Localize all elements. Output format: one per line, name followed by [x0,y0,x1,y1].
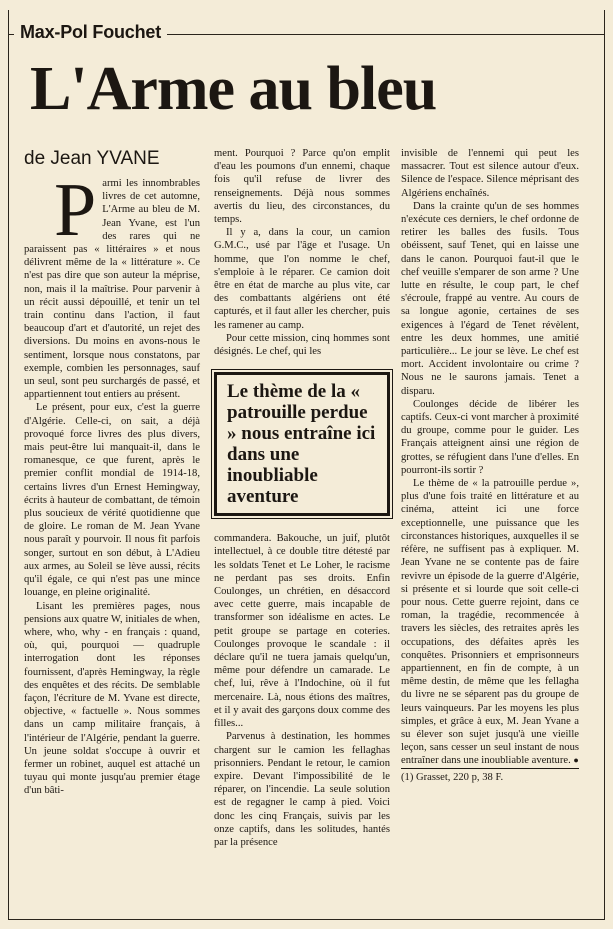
column-1 [24,147,200,798]
paragraph [401,477,579,767]
pull-quote: Le thème de la « patrouille perdue » nous entraîne ici dans une inoubliable aventure [214,372,390,516]
byline: de Jean YVANE [24,148,160,169]
author-name: Max-Pol Fouchet [14,22,167,43]
paragraph: Parvenus à destination, les hommes chargent sur le camion les fellaghas prisonniers. Pendant le retour, le camion expire. Devant l'impossibilité de le réparer, on l'incendie. La seule solution est de regagner le camp à pied. Voici donc les cinq Français, suivis par les onze captifs, dans les solitudes, hantés par la présence [214,731,390,848]
paragraph: commandera. Bakouche, un juif, plutôt intellectuel, à ce double titre détesté par les soldats Tenet et Le Loher, le racisme ne perdant pas ses droits. Enfin Coulonges, un chrétien, en désaccord avec cette guerre, mais incapable de transformer son idéalisme en actes. Le petit groupe se partage en coteries. Coulonges provoque le scandale : il déclare qu'il ne tuera jamais quelqu'un, même pour défendre un camarade. Le chef, lui, rêve à l'Indochine, où il fut mercenaire. Là, nous étions des maîtres, et il y avait des garçons doux comme des filles... [214,533,390,730]
footnote: (1) Grasset, 220 p, 38 F. [401,768,579,784]
drop-cap: P [54,168,97,252]
paragraph: invisible de l'ennemi qui peut les massacrer. Tout est silence autour d'eux. Silence de l'espace. Silence méprisant des Algériens enchaînés. [401,148,579,199]
column-2 [214,147,390,849]
paragraph: Pour cette mission, cinq hommes sont désignés. Le chef, qui les [214,332,390,358]
paragraph: ment. Pourquoi ? Parce qu'on emplit d'eau les poumons d'un ennemi, chaque fois qu'il refuse de livrer des renseignements. Déjà nous sommes avertis du lieu, des circonstances, du temps. [214,148,390,226]
paragraph: Dans la crainte qu'un de ses hommes n'exécute ces derniers, le chef ordonne de retirer les balles des fusils. Tous obéissent, sauf Tenet, qui en laisse une dans le canon. Pourquoi faut-il que le chef veuille s'emparer de son arme ? Une lutte en résulte, le coup part, le chef s'écroule, frappé au ventre. Au cours de sa longue agonie, certaines de ses exigences à l'égard de Tenet révèlent, entre les deux hommes, une amitié particulière... Le jour se lève. Le chef est mort. Accident involontaire ou crime ? Nous ne le saurons jamais. Tenet a disparu. [401,200,579,397]
end-bullet-icon: ● [573,755,579,766]
header [8,22,605,44]
paragraph: Lisant les premières pages, nous pensions aux quatre W, initiales de when, where, who, why - en français : quand, où, qui, pourquoi — quadruple interrogation dont les réponses fournissent, d'après Hemingway, la règle des enquêtes et des récits. De semblable façon, l'écriture de M. Yvane est directe, objective, « factuelle ». Nous sommes dans un camp militaire français, à l'intérieur de l'Algérie, pendant la guerre. Un jeune soldat s'occupe à ouvrir et fermer un robinet, auquel est attaché un tuyau qui monte jusqu'au premier étage d'un bâti- [24,600,200,797]
paragraph: Il y a, dans la cour, un camion G.M.C., usé par l'âge et l'usage. Un homme, que l'on nomme le chef, s'emploie à le réparer. Ce camion doit être en état de marche au plus vite, car des combattants algériens ont été capturés, et il faut aller les chercher, puis les ramener au camp. [214,227,390,331]
column-3 [401,147,579,784]
paragraph: Le présent, pour eux, c'est la guerre d'Algérie. Celle-ci, on sait, a déjà provoqué force livres des plus divers, mais peut-être lui manquait-il, dans le romanesque, ce que furent, après le premier conflit mondial de 1914-18, certains livres d'un Ernest Hemingway, écrits à hauteur de combattant, de témoin plus soucieux de vérité quotidienne que de gloire. Le roman de M. Jean Yvane nous paraît y pourvoir. Il nous fit parfois songer, surtout en son début, à L'Adieu aux armes, au Soleil se lève aussi, récits qu'il égale, ce qui n'est pas une mince louange, en pleine originalité. [24,402,200,599]
paragraph-text: Le thème de « la patrouille perdue », plus d'une fois traité en littérature et au cinéma, atteint ici une force exceptionnelle, une puissance que les circonstances historiques, auxquelles il se réfère, ne suffisent pas à expliquer. M. Jean Yvane ne se contente pas de faire revivre un épisode de la guerre d'Algérie, si présente et si lourde que soit celle-ci pour nous. Cette guerre rejoint, dans ce roman, la tragédie, recommencée à travers les siècles, des retraites après les occupations, des défaites après les conquêtes. Prisonniers et emprisonneurs appartiennent, en fin de compte, à un même destin, de même que les fellagha du livre ne se séparent pas du groupe de leurs vainqueurs. Par les moyens les plus simples, et grâce à eux, M. Jean Yvane a su élever son sujet jusqu'à une vieille leçon, sans cesser un seul instant de nous entraîner dans une inoubliable aventure. [401,478,579,767]
paragraph: Coulonges décide de libérer les captifs. Ceux-ci vont marcher à proximité du groupe, comme pour le guider. Les Français atteignent ainsi une région de grottes, se réfugient dans l'une d'elles. En pourront-ils sortir ? [401,398,579,476]
article-title: L'Arme au bleu [30,55,437,123]
paragraph: armi les innombrables livres de cet automne, L'Arme au bleu de M. Jean Yvane, est l'un des rares qui ne paraissent pas « littéraires » et nous délivrent même de la « littérature ». Ce n'est pas dire que son auteur la méprise, non, mais il la maîtrise. Pour parvenir à un récit aussi dépouillé, et tenir un tel train continu dans l'action, il faut beaucoup d'art et d'autorité, un rejet des diversions. Du moins en avons-nous le sentiment, lorsque nous constatons, par exemple, combien les personnages, sauf un seul, sont peu surchargés de passé, et appartiennent tout entiers au présent. [24,178,200,401]
